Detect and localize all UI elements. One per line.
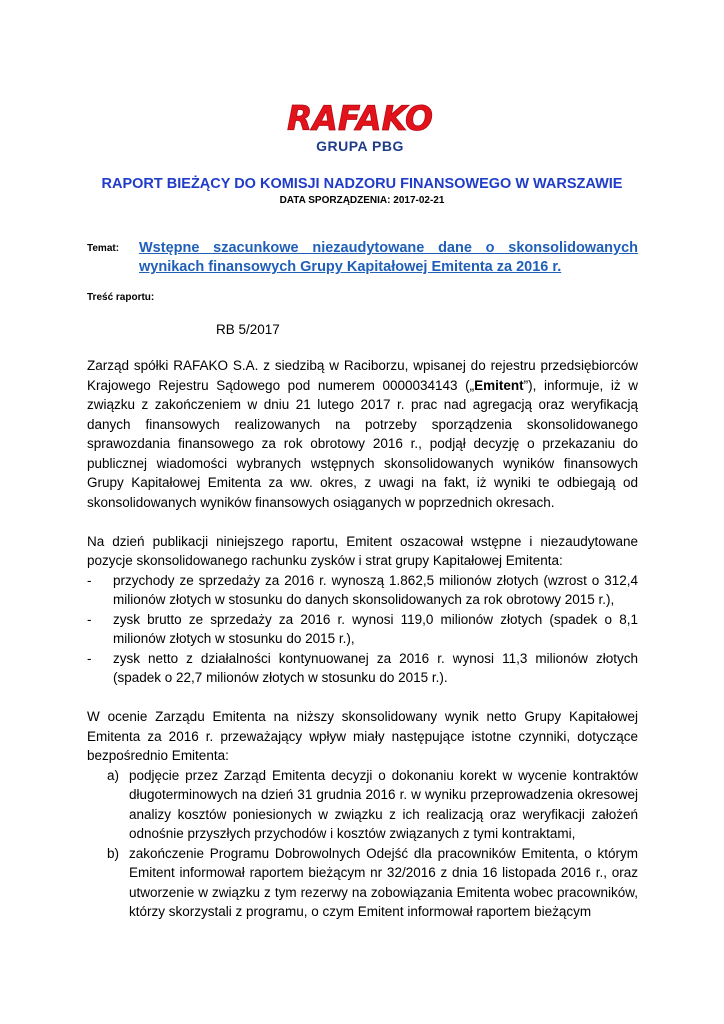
factors-list xyxy=(87,766,638,922)
paragraph-intro xyxy=(87,356,638,512)
subject-label: Temat: xyxy=(87,243,120,254)
list-item-text: podjęcie przez Zarząd Emitenta decyzji o dokonaniu korekt w wycenie kontraktów długoterminowych na dzień 31 grudnia 2016 r. w wyniku przeprowadzenia okresowej analizy kosztów poniesionych w związku z ich realizacją oraz weryfikacji założeń odnośnie przyszłych przychodów i kosztów związanych z tymi kontraktami, xyxy=(129,767,638,841)
intro-emitent-term: Emitent xyxy=(474,377,524,393)
subject-text: Wstępne szacunkowe niezaudytowane dane o skonsolidowanych wynikach finansowych Grupy Kapitałowej Emitenta za 2016 r. xyxy=(139,240,638,275)
list-item: - zysk netto z działalności kontynuowanej za 2016 r. wynosi 11,3 milionów złotych (spadek o 22,7 milionów złotych w stosunku do 2015 r.). xyxy=(87,649,638,688)
intro-part-a: Zarząd spółki RAFAKO S.A. z siedzibą w Raciborzu, wpisanej do rejestru przedsiębiorców Krajowego Rejestru Sądowego pod numerem 0000034143 („ xyxy=(87,358,638,393)
logo-wordmark: RAFAKO xyxy=(287,99,433,138)
list-item-text: zakończenie Programu Dobrowolnych Odejść dla pracowników Emitenta, o którym Emitent informował raportem bieżącym nr 32/2016 z dnia 16 listopada 2016 r., oraz utworzenie w związku z tym rezerwy na zobowiązania Emitenta wobec pracowników, którzy skorzystali z programu, o czym Emitent informował raportem bieżącym xyxy=(129,845,638,919)
rafako-logo-graphic xyxy=(285,98,435,138)
list-item xyxy=(87,766,638,844)
list-item: - przychody ze sprzedaży za 2016 r. wynoszą 1.862,5 milionów złotych (wzrost o 312,4 milionów złotych w stosunku do danych skonsolidowanych za rok obrotowy 2015 r.), xyxy=(87,571,638,610)
report-date: DATA SPORZĄDZENIA: 2017-02-21 xyxy=(279,195,445,206)
list-marker: a) xyxy=(107,767,120,783)
list-marker: b) xyxy=(107,845,120,861)
paragraph-factors: W ocenie Zarządu Emitenta na niższy skonsolidowany wynik netto Grupy Kapitałowej Emitenta za 2016 r. przeważający wpływ miały następujące istotne czynniki, dotyczące bezpośrednio Emitenta: xyxy=(87,709,638,763)
content-label: Treść raportu: xyxy=(87,292,155,303)
intro-part-b: ”), informuje, iż w związku z zakończeniem w dniu 21 lutego 2017 r. prac nad agregacją oraz weryfikacją danych finansowych realizowanych na potrzeby sporządzenia skonsolidowanego sprawozdania finansowego za rok obrotowy 2016 r., podjął decyzję o przekazaniu do publicznej wiadomości wybranych wstępnych skonsolidowanych wyników finansowych Grupy Kapitałowej Emitenta za ww. okres, z uwagi na fakt, iż wyniki te odbiegają od skonsolidowanych wyników finansowych osiąganych w poprzednich okresach. xyxy=(87,377,638,510)
paragraph-estimates: Na dzień publikacji niniejszego raportu, Emitent oszacował wstępne i niezaudytowane pozycje skonsolidowanego rachunku zysków i strat grupy Kapitałowej Emitenta: xyxy=(87,533,638,568)
report-number: RB 5/2017 xyxy=(216,322,280,337)
logo-subtitle: GRUPA PBG xyxy=(316,138,404,154)
list-item: - zysk brutto ze sprzedaży za 2016 r. wynosi 119,0 milionów złotych (spadek o 8,1 milionów złotych w stosunku do 2015 r.), xyxy=(87,610,638,649)
list-item xyxy=(87,844,638,922)
results-list xyxy=(87,571,638,688)
report-body xyxy=(87,356,638,922)
report-title: RAPORT BIEŻĄCY DO KOMISJI NADZORU FINANSOWEGO W WARSZAWIE xyxy=(101,176,623,192)
